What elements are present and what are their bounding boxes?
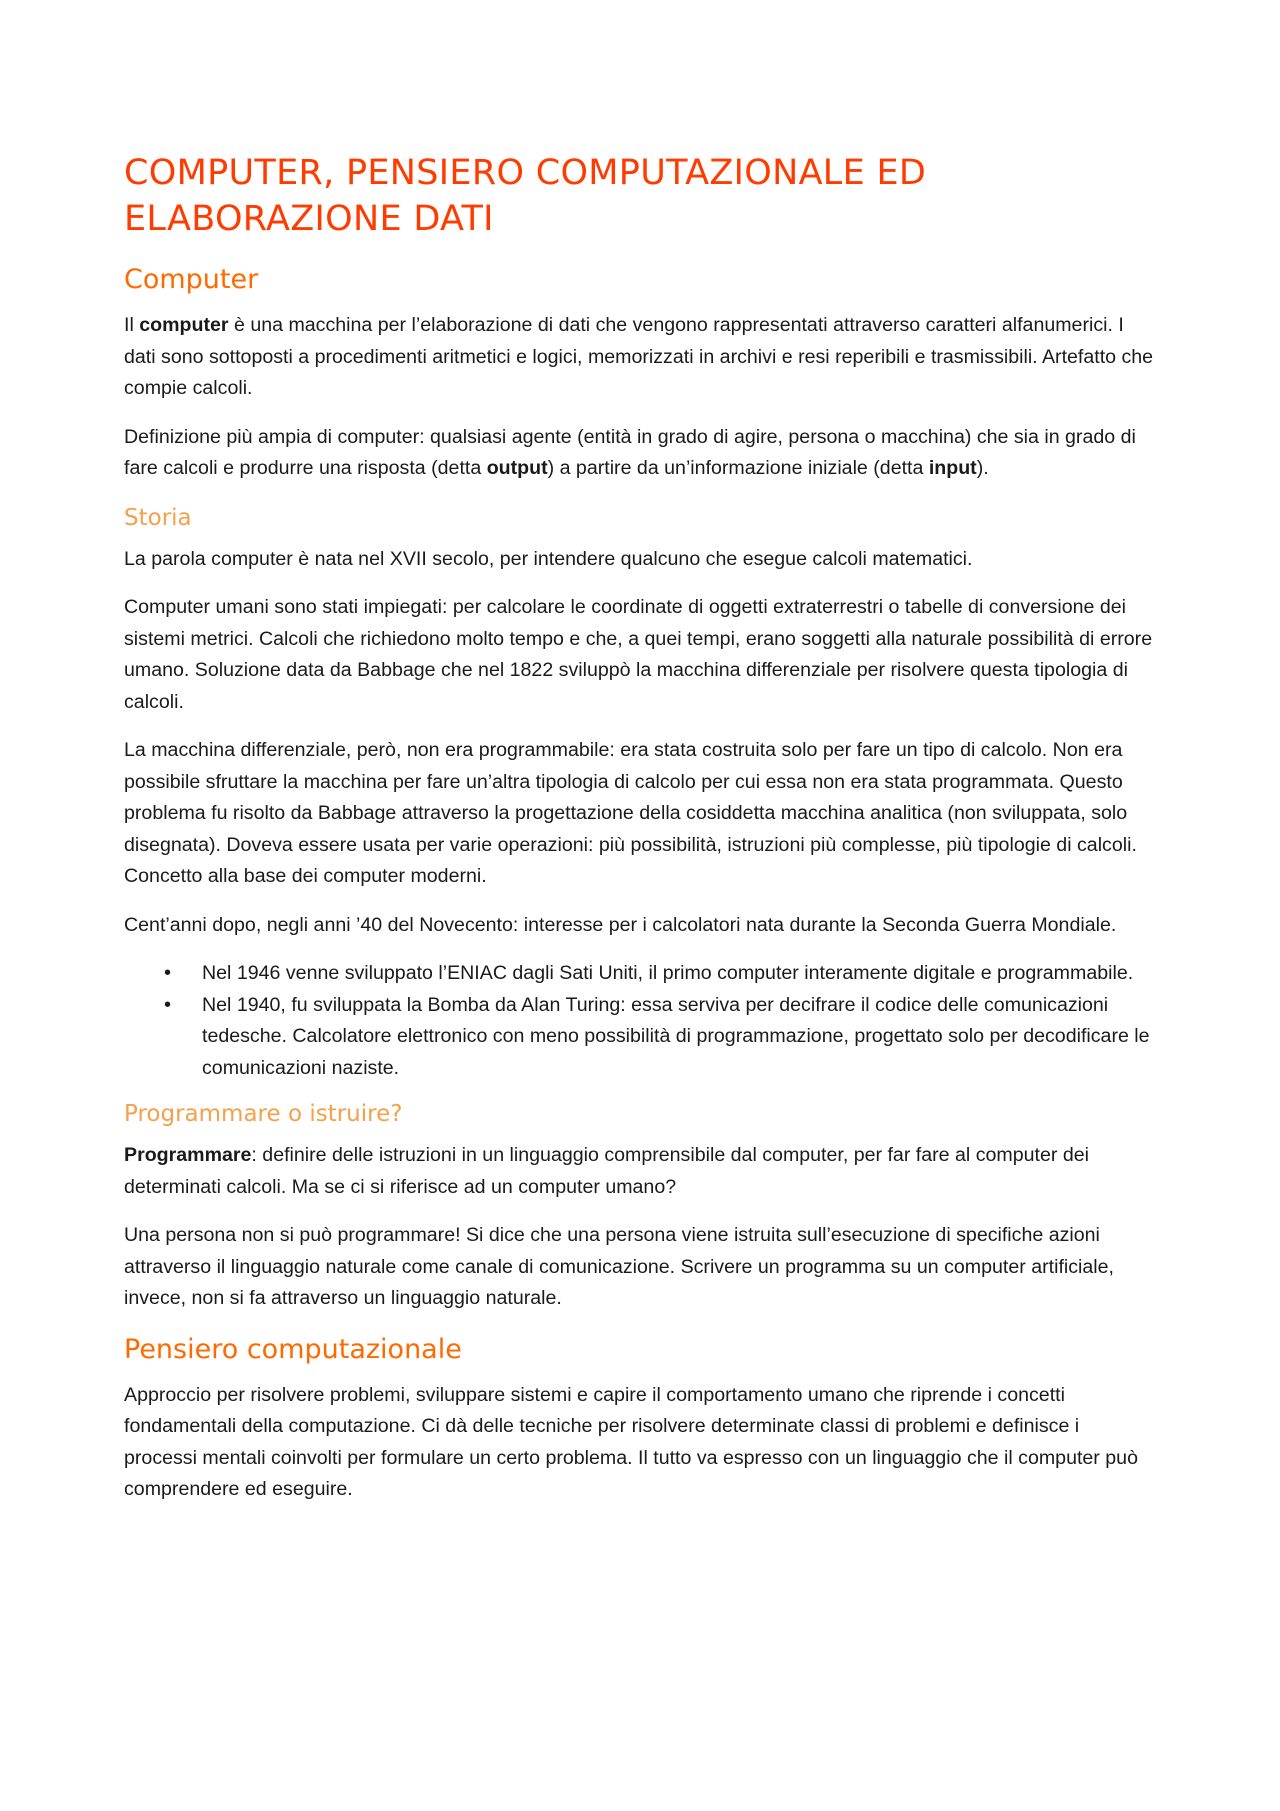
heading-pensiero: Pensiero computazionale — [124, 1333, 462, 1365]
term-output: output — [486, 457, 548, 479]
heading-computer: Computer — [124, 264, 259, 295]
paragraph-programmare-2: Una persona non si può programmare! Si dice che una persona viene istruita sull’esecuzione di specifiche azioni attraverso il linguaggio naturale come canale di comunicazione. Scrivere un programma su un computer artificiale, invece, non si fa attraverso un linguaggio naturale. — [124, 1224, 1114, 1309]
term-input: input — [928, 457, 977, 479]
paragraph-storia-1: La parola computer è nata nel XVII secolo, per intendere qualcuno che esegue calcoli matematici. — [124, 547, 973, 570]
heading-storia: Storia — [124, 504, 192, 531]
paragraph-pensiero-1: Approccio per risolvere problemi, sviluppare sistemi e capire il comportamento umano che riprende i concetti fondamentali della computazione. Ci dà delle tecniche per risolvere determinate classi di problemi e definisce i processi mentali coinvolti per formulare un certo problema. Il tutto va espresso con un linguaggio che il computer può comprendere ed eseguire. — [124, 1383, 1138, 1500]
paragraph-storia-4: Cent’anni dopo, negli anni ’40 del Novecento: interesse per i calcolatori nata durante la Seconda Guerra Mondiale. — [124, 913, 1117, 936]
list-item: • Nel 1946 venne sviluppato l’ENIAC dagli Sati Uniti, il primo computer interamente digitale e programmabile. — [202, 958, 1156, 990]
paragraph-computer-definition: Il computer è una macchina per l’elaborazione di dati che vengono rappresentati attraverso caratteri alfanumerici. I dati sono sottoposti a procedimenti aritmetici e logici, memorizzati in archivi e resi reperibili e trasmissibili. Artefatto che compie calcoli. — [124, 314, 1154, 399]
paragraph-storia-2: Computer umani sono stati impiegati: per calcolare le coordinate di oggetti extraterrestri o tabelle di conversione dei sistemi metrici. Calcoli che richiedono molto tempo e che, a quei tempi, erano soggetti alla naturale possibilità di errore umano. Soluzione data da Babbage che nel 1822 sviluppò la macchina differenziale per risolvere questa tipologia di calcoli. — [124, 596, 1153, 713]
paragraph-computer-broader-definition: Definizione più ampia di computer: qualsiasi agente (entità in grado di agire, persona o macchina) che sia in grado di fare calcoli e produrre una risposta (detta output) a partire da un’informazione iniziale (detta input). — [124, 425, 1136, 479]
heading-programmare: Programmare o istruire? — [124, 1101, 403, 1127]
paragraph-storia-3: La macchina differenziale, però, non era programmabile: era stata costruita solo per fare un tipo di calcolo. Non era possibile sfruttare la macchina per fare un’altra tipologia di calcolo per cui essa non era stata programmata. Questo problema fu risolto da Babbage attraverso la progettazione della cosiddetta macchina analitica (non sviluppata, solo disegnata). Doveva essere usata per varie operazioni: più possibilità, istruzioni più complesse, più tipologie di calcoli. Concetto alla base dei computer moderni. — [124, 739, 1137, 887]
paragraph-programmare-1: Programmare: definire delle istruzioni in un linguaggio comprensibile dal computer, per far fare al computer dei determinati calcoli. Ma se ci si riferisce ad un computer umano? — [124, 1144, 1089, 1198]
document-title: COMPUTER, PENSIERO COMPUTAZIONALE ED ELABORAZIONE DATI — [124, 153, 927, 239]
bullet-list-storia — [124, 958, 1156, 1084]
term-computer: computer — [139, 314, 229, 336]
list-item: • Nel 1940, fu sviluppata la Bomba da Alan Turing: essa serviva per decifrare il codice delle comunicazioni tedesche. Calcolatore elettronico con meno possibilità di programmazione, progettato solo per decodificare le comunicazioni naziste. — [202, 990, 1156, 1085]
term-programmare: Programmare — [124, 1144, 252, 1166]
